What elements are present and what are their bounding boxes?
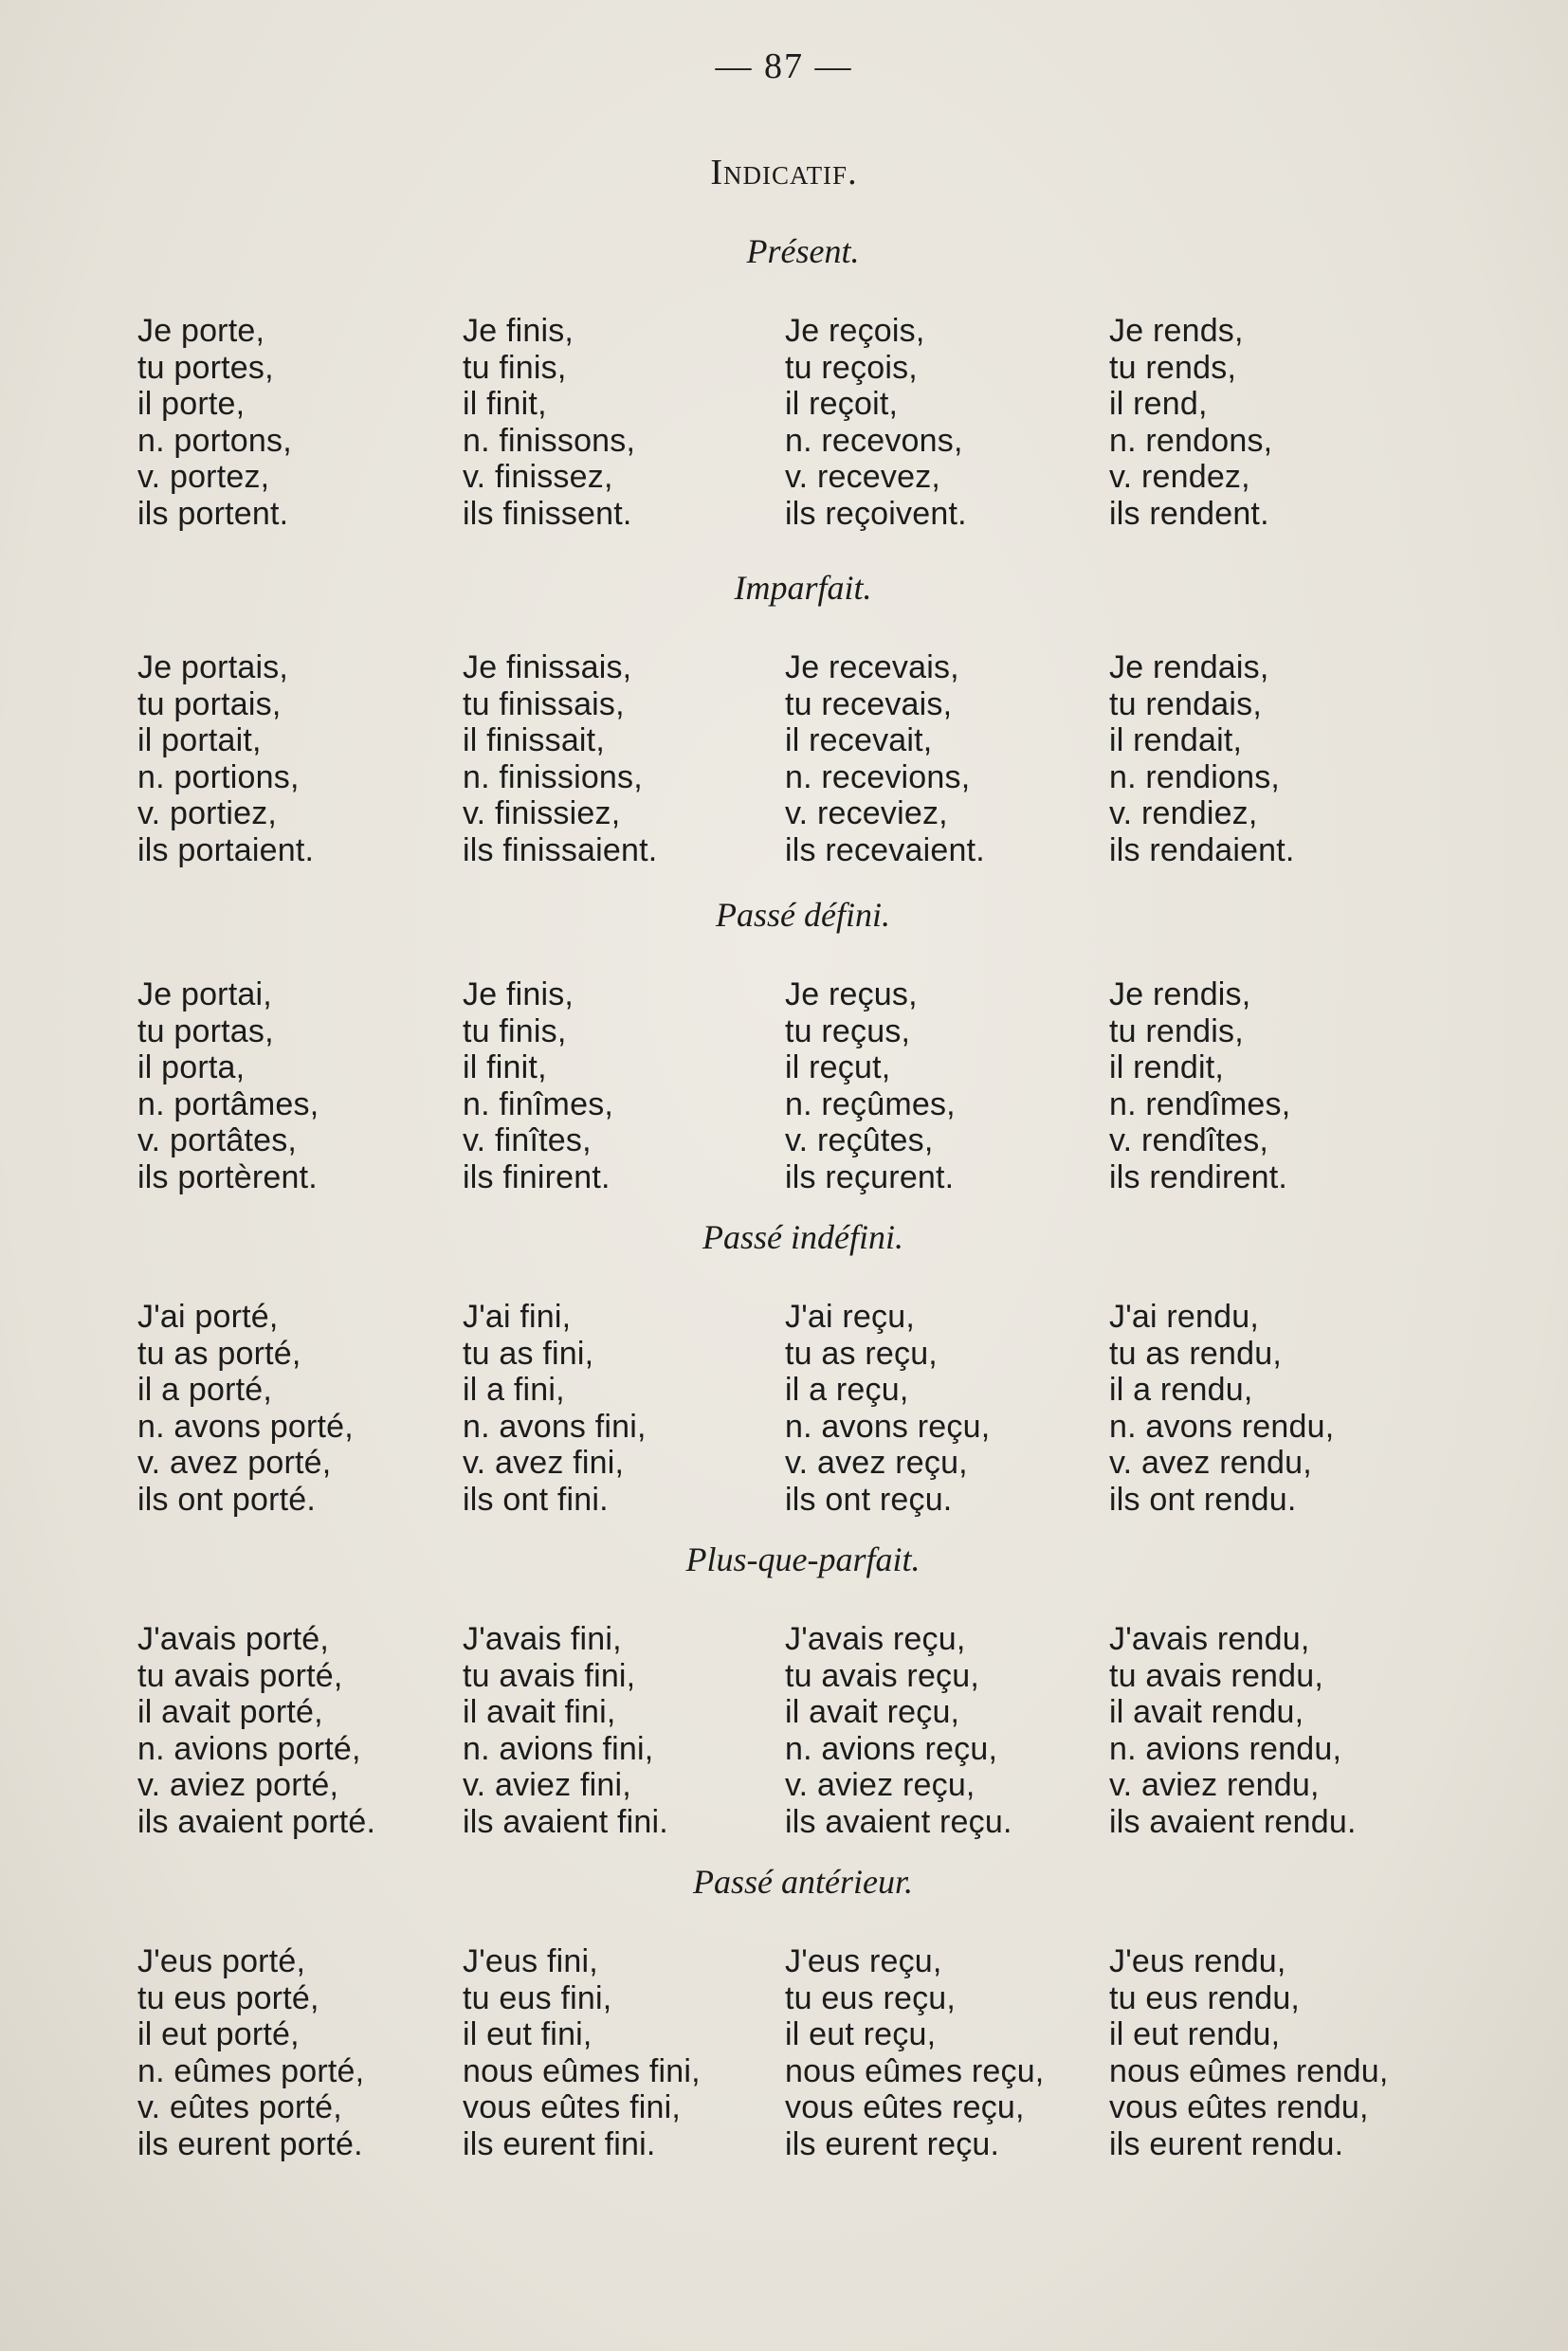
conjugation-line: v. avez reçu, [785,1445,968,1481]
conjugation-line: Je finis, [463,976,574,1012]
conjugation-line: tu eus reçu, [785,1979,957,2016]
conjugation-line: il rendait, [1109,722,1243,758]
conjugation-line: tu finis, [463,349,567,386]
conjugation-line: J'eus fini, [463,1943,598,1979]
conjugation-line: tu rends, [1109,349,1237,386]
conjugation-line: il a reçu, [785,1372,909,1408]
conjugation-line: v. rendez, [1109,459,1250,495]
conjugation-line: v. recevez, [785,459,941,495]
conjugation-line: tu reçus, [785,1012,911,1049]
conjugation-line: Je reçois, [785,313,925,349]
conjugation-line: v. eûtes porté, [137,2089,342,2125]
conjugation-line: v. avez fini, [463,1445,625,1481]
conjugation-line: il rend, [1109,386,1208,422]
conjugation-line: n. rendions, [1109,758,1281,795]
conjugation-line: il porta, [137,1049,246,1085]
conjugation-line: Je rendais, [1109,649,1269,685]
conjugation-line: J'ai fini, [463,1299,572,1335]
verb-column [137,1299,460,1518]
conjugation-line: tu portes, [137,349,274,386]
conjugation-line: tu avais rendu, [1109,1657,1324,1694]
conjugation-line: n. finissions, [463,758,643,795]
conjugation-line: tu avais porté, [137,1657,343,1694]
conjugation-line: ils avaient fini. [463,1803,668,1840]
conjugation-line: ils ont fini. [463,1481,609,1518]
conjugation-line: vous eûtes reçu, [785,2089,1025,2125]
conjugation-line: ils eurent porté. [137,2125,363,2162]
conjugation-line: il a fini, [463,1372,565,1408]
conjugation-line: ils avaient reçu. [785,1803,1012,1840]
conjugation-line: il portait, [137,722,262,758]
tense-title: Présent. [746,232,860,270]
conjugation-line: v. aviez porté, [137,1767,339,1803]
tense-section [0,1531,1568,1840]
conjugation-line: ils portent. [137,495,289,532]
verb-column [137,1943,460,2162]
conjugation-line: Je reçus, [785,976,918,1012]
conjugation-line: n. portons, [137,422,292,459]
conjugation-line: tu reçois, [785,349,918,386]
conjugation-line: v. portez, [137,459,270,495]
conjugation-line: il reçut, [785,1049,891,1085]
conjugation-line: Je finis, [463,313,574,349]
conjugation-line: il finissait, [463,722,605,758]
conjugation-line: tu as rendu, [1109,1335,1282,1372]
conjugation-line: tu as reçu, [785,1335,938,1372]
conjugation-line: n. recevions, [785,758,971,795]
mood-title: Indicatif. [710,153,858,192]
conjugation-line: il reçoit, [785,386,899,422]
conjugation-line: v. rendîtes, [1109,1122,1269,1158]
verb-column [463,313,785,532]
conjugation-line: il avait fini, [463,1694,616,1730]
conjugation-line: Je portais, [137,649,289,685]
conjugation-line: n. portâmes, [137,1085,319,1122]
conjugation-line: n. rendîmes, [1109,1085,1291,1122]
conjugation-line: ils rendirent. [1109,1158,1287,1195]
verb-column [137,313,460,532]
conjugation-line: Je portai, [137,976,272,1012]
conjugation-line: v. avez rendu, [1109,1445,1312,1481]
conjugation-line: tu as porté, [137,1335,301,1372]
conjugation-line: Je rendis, [1109,976,1251,1012]
conjugation-line: ils finirent. [463,1158,611,1195]
conjugation-line: il a rendu, [1109,1372,1253,1408]
conjugation-line: n. avions rendu, [1109,1730,1342,1767]
conjugation-line: n. avions reçu, [785,1730,998,1767]
conjugation-line: tu avais fini, [463,1657,636,1694]
conjugation-line: tu eus fini, [463,1979,612,2016]
conjugation-line: n. portions, [137,758,300,795]
conjugation-line: il finit, [463,386,547,422]
conjugation-line: tu rendis, [1109,1012,1244,1049]
conjugation-line: v. finissez, [463,459,613,495]
conjugation-line: il finit, [463,1049,547,1085]
conjugation-line: tu finissais, [463,685,625,722]
conjugation-line: Je recevais, [785,649,959,685]
conjugation-line: J'eus porté, [137,1943,306,1979]
conjugation-line: v. aviez rendu, [1109,1767,1320,1803]
conjugation-line: n. rendons, [1109,422,1273,459]
conjugation-line: ils avaient rendu. [1109,1803,1357,1840]
conjugation-line: n. avons rendu, [1109,1408,1335,1445]
conjugation-line: n. avions fini, [463,1730,654,1767]
tense-section [0,886,1568,1195]
conjugation-line: nous eûmes fini, [463,2052,701,2089]
conjugation-line: tu avais reçu, [785,1657,980,1694]
conjugation-line: v. rendiez, [1109,795,1258,831]
conjugation-line: vous eûtes fini, [463,2089,681,2125]
conjugation-line: v. finîtes, [463,1122,592,1158]
conjugation-line: tu eus rendu, [1109,1979,1301,2016]
verb-column [463,1299,785,1518]
conjugation-line: tu eus porté, [137,1979,319,2016]
verb-column [463,1943,785,2162]
conjugation-line: n. avons fini, [463,1408,647,1445]
conjugation-line: ils portèrent. [137,1158,318,1195]
page-number: — 87 — [715,46,853,86]
conjugation-line: il avait rendu, [1109,1694,1304,1730]
conjugation-line: nous eûmes reçu, [785,2052,1045,2089]
conjugation-line: J'avais porté, [137,1621,330,1657]
conjugation-line: ils eurent fini. [463,2125,656,2162]
conjugation-line: vous eûtes rendu, [1109,2089,1369,2125]
conjugation-line: v. aviez reçu, [785,1767,975,1803]
verb-column [1109,313,1431,532]
conjugation-line: ils recevaient. [785,831,985,868]
verb-column [463,649,785,868]
conjugation-line: ils finissent. [463,495,632,532]
conjugation-line: tu recevais, [785,685,953,722]
verb-column [785,1943,1107,2162]
verb-column [785,976,1107,1195]
verb-column [463,1621,785,1840]
tense-title: Passé défini. [716,896,890,934]
conjugation-line: ils eurent reçu. [785,2125,1000,2162]
conjugation-line: J'eus reçu, [785,1943,942,1979]
tense-title: Imparfait. [734,569,872,607]
conjugation-line: ils portaient. [137,831,315,868]
conjugation-line: v. portiez, [137,795,278,831]
conjugation-line: J'eus rendu, [1109,1943,1286,1979]
verb-column [1109,976,1431,1195]
tense-title: Passé indéfini. [702,1218,903,1256]
verb-column [785,1299,1107,1518]
conjugation-line: J'avais reçu, [785,1621,966,1657]
conjugation-line: n. avons porté, [137,1408,354,1445]
conjugation-line: v. finissiez, [463,795,621,831]
tense-title: Passé antérieur. [693,1863,913,1901]
tense-section [0,559,1568,868]
conjugation-line: il recevait, [785,722,933,758]
verb-column [463,976,785,1195]
conjugation-line: n. recevons, [785,422,963,459]
verb-column [785,313,1107,532]
conjugation-line: ils eurent rendu. [1109,2125,1344,2162]
conjugation-line: ils avaient porté. [137,1803,376,1840]
conjugation-line: Je porte, [137,313,265,349]
verb-column [137,976,460,1195]
conjugation-line: il eut reçu, [785,2016,937,2052]
conjugation-line: ils ont reçu. [785,1481,953,1518]
conjugation-line: J'ai rendu, [1109,1299,1260,1335]
verb-column [1109,1943,1431,2162]
conjugation-line: il eut rendu, [1109,2016,1281,2052]
conjugation-line: ils rendent. [1109,495,1269,532]
conjugation-line: tu finis, [463,1012,567,1049]
conjugation-line: ils rendaient. [1109,831,1295,868]
conjugation-line: n. avons reçu, [785,1408,991,1445]
conjugation-line: il rendit, [1109,1049,1225,1085]
conjugation-line: J'avais rendu, [1109,1621,1310,1657]
conjugation-line: il eut fini, [463,2016,593,2052]
tense-section [0,223,1568,532]
verb-column [1109,649,1431,868]
conjugation-line: tu portas, [137,1012,274,1049]
conjugation-line: J'avais fini, [463,1621,622,1657]
verb-column [137,1621,460,1840]
verb-column [137,649,460,868]
conjugation-line: il porte, [137,386,246,422]
conjugation-line: n. finissons, [463,422,636,459]
conjugation-line: il a porté, [137,1372,273,1408]
verb-column [785,649,1107,868]
conjugation-line: ils ont rendu. [1109,1481,1297,1518]
tense-title: Plus-que-parfait. [685,1540,921,1578]
conjugation-line: n. eûmes porté, [137,2052,365,2089]
conjugation-line: il avait reçu, [785,1694,960,1730]
conjugation-line: tu as fini, [463,1335,594,1372]
verb-column [1109,1621,1431,1840]
verb-column [785,1621,1107,1840]
conjugation-line: il avait porté, [137,1694,323,1730]
conjugation-line: v. receviez, [785,795,948,831]
conjugation-line: ils ont porté. [137,1481,317,1518]
conjugation-line: v. portâtes, [137,1122,298,1158]
conjugation-line: ils reçoivent. [785,495,967,532]
tense-section [0,1853,1568,2162]
conjugation-line: tu portais, [137,685,282,722]
tense-section [0,1209,1568,1518]
conjugation-line: v. avez porté, [137,1445,332,1481]
conjugation-line: ils finissaient. [463,831,658,868]
conjugation-line: Je finissais, [463,649,632,685]
conjugation-line: ils reçurent. [785,1158,955,1195]
conjugation-line: n. finîmes, [463,1085,614,1122]
conjugation-line: J'ai reçu, [785,1299,915,1335]
conjugation-line: v. reçûtes, [785,1122,934,1158]
conjugation-line: n. avions porté, [137,1730,361,1767]
conjugation-line: J'ai porté, [137,1299,279,1335]
conjugation-line: tu rendais, [1109,685,1262,722]
conjugation-line: nous eûmes rendu, [1109,2052,1389,2089]
conjugation-line: Je rends, [1109,313,1244,349]
conjugation-line: n. reçûmes, [785,1085,956,1122]
verb-column [1109,1299,1431,1518]
conjugation-line: il eut porté, [137,2016,300,2052]
conjugation-line: v. aviez fini, [463,1767,631,1803]
